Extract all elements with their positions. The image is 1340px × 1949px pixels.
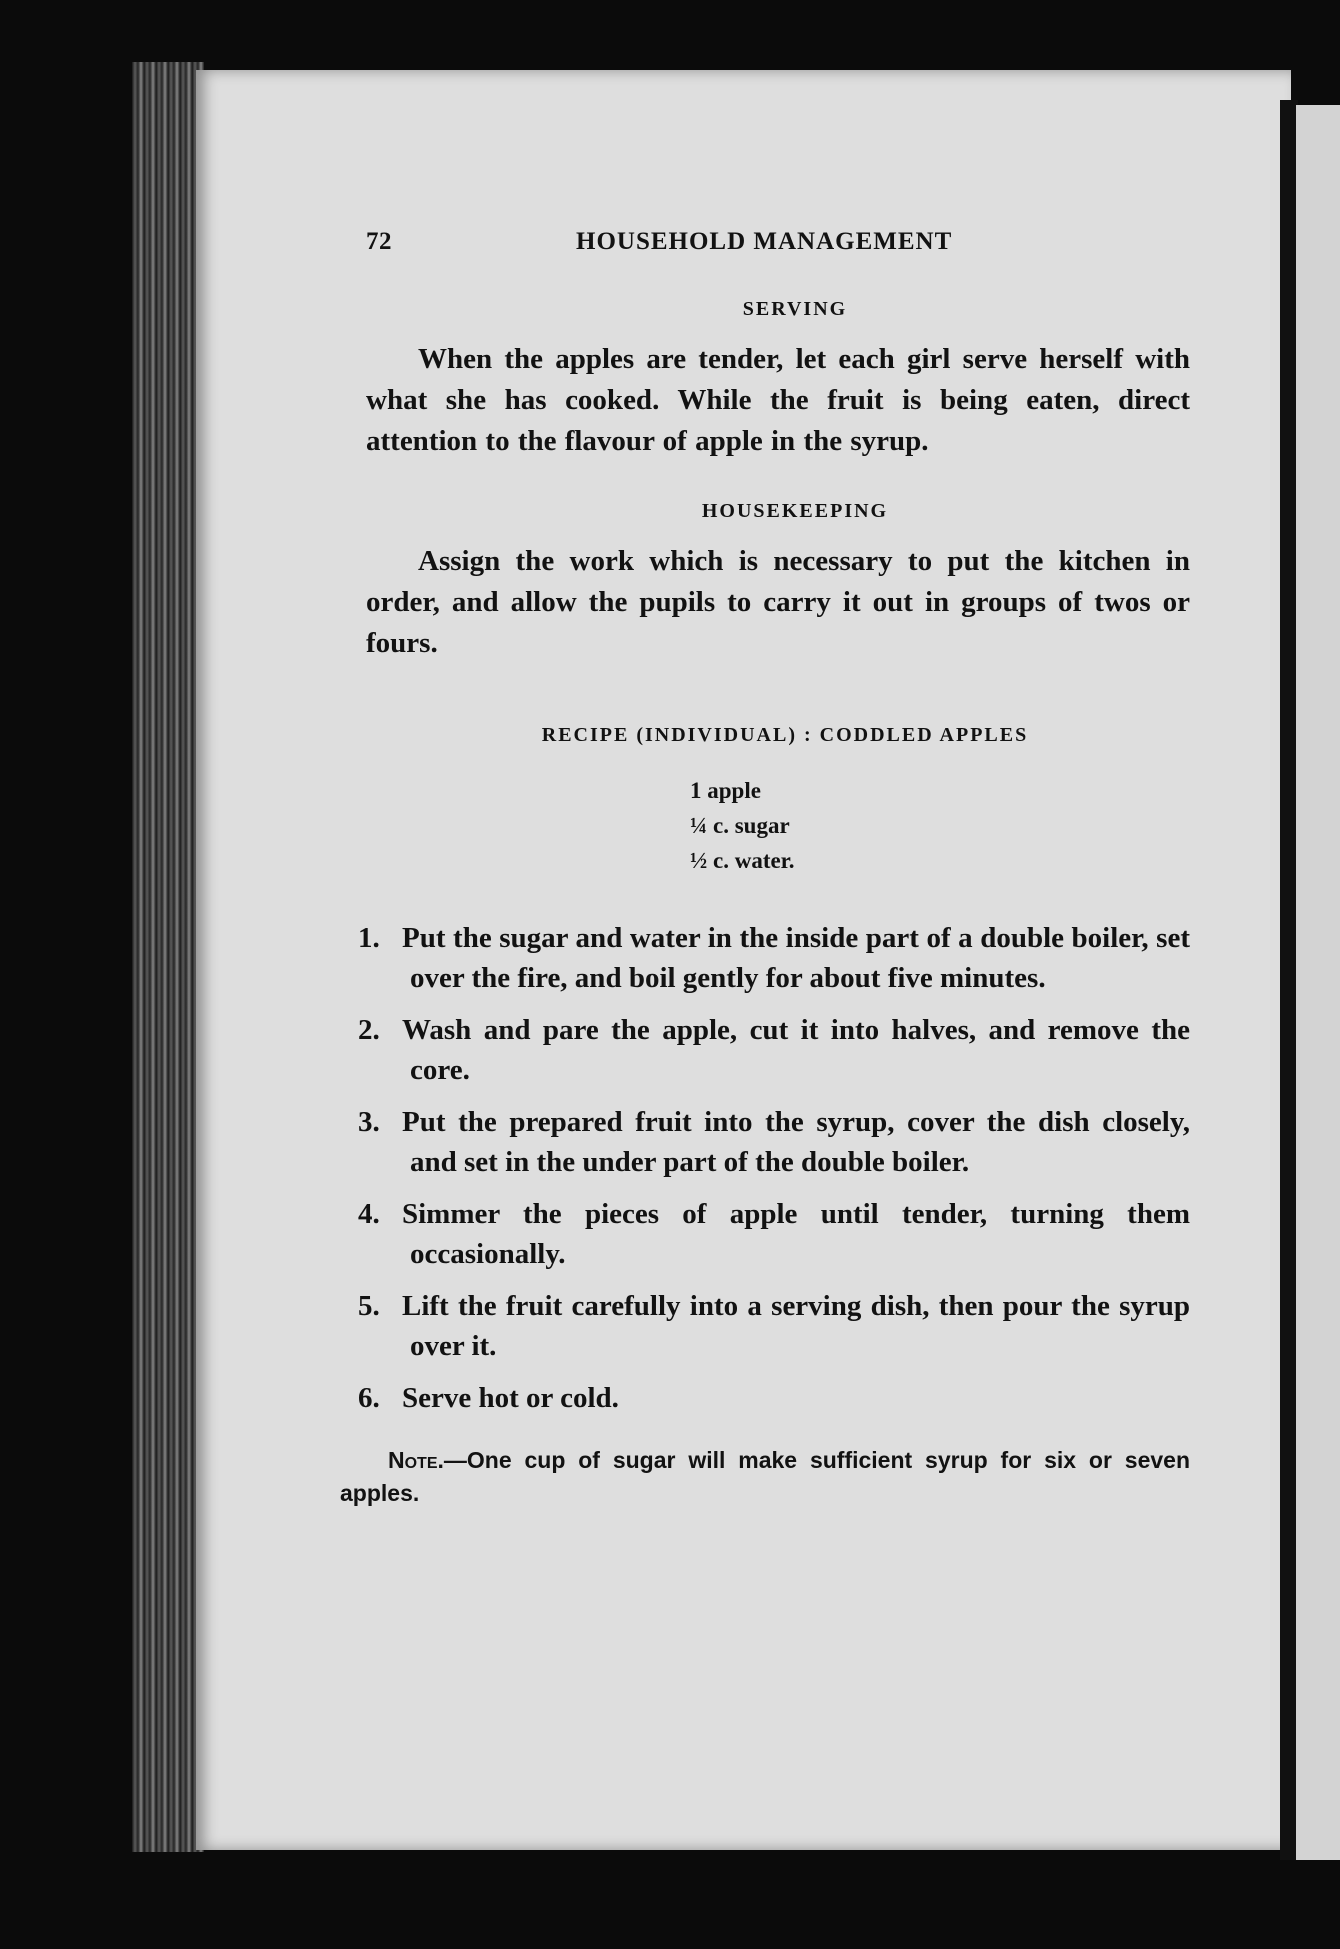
step-text: Put the prepared fruit into the syrup, cover the dish closely, and set in the under part of the double boiler.	[402, 1106, 1190, 1178]
note-text: —One cup of sugar will make sufficient syrup for six or seven apples.	[340, 1447, 1190, 1506]
step-number: 1.	[358, 922, 380, 954]
step-number: 3.	[358, 1106, 380, 1138]
page-stack-edge	[132, 62, 204, 1852]
step-text: Simmer the pieces of apple until tender, turning them occasionally.	[402, 1198, 1190, 1270]
recipe-steps	[350, 918, 1190, 1418]
note-label: Note.	[388, 1447, 444, 1473]
ingredient-list	[690, 773, 1190, 878]
recipe-step	[350, 1378, 1190, 1418]
recipe-title: RECIPE (INDIVIDUAL) : CODDLED APPLES	[541, 724, 1029, 746]
facing-page-edge	[1296, 105, 1340, 1860]
recipe-step	[350, 1010, 1190, 1090]
step-text: Lift the fruit carefully into a serving dish, then pour the syrup over it.	[402, 1290, 1190, 1362]
section-heading-serving: SERVING	[742, 298, 848, 320]
step-number: 6.	[358, 1382, 380, 1414]
recipe-step	[350, 1102, 1190, 1182]
recipe-step	[350, 918, 1190, 998]
page-title: HOUSEHOLD MANAGEMENT	[576, 228, 953, 255]
recipe-note	[340, 1444, 1190, 1510]
page-content	[340, 228, 1190, 1510]
housekeeping-paragraph: Assign the work which is necessary to put the kitchen in order, and allow the pupils to carry it out in groups of twos or fours.	[366, 545, 1190, 659]
ingredient-item: ¼ c. sugar	[690, 813, 790, 838]
ingredient-item: 1 apple	[690, 778, 761, 803]
section-heading-housekeeping: HOUSEKEEPING	[701, 500, 889, 522]
step-number: 5.	[358, 1290, 380, 1322]
serving-paragraph: When the apples are tender, let each girl serve herself with what she has cooked. While the fruit is being eaten, direct attention to the flavour of apple in the syrup.	[366, 343, 1190, 457]
recipe-step	[350, 1194, 1190, 1274]
recipe-step	[350, 1286, 1190, 1366]
step-text: Put the sugar and water in the inside part of a double boiler, set over the fire, and boil gently for about five minutes.	[402, 922, 1190, 994]
step-number: 4.	[358, 1198, 380, 1230]
step-number: 2.	[358, 1014, 380, 1046]
page-number: 72	[366, 228, 392, 255]
ingredient-item: ½ c. water.	[690, 848, 795, 873]
step-text: Wash and pare the apple, cut it into halves, and remove the core.	[402, 1014, 1190, 1086]
running-head	[360, 228, 1190, 268]
step-text: Serve hot or cold.	[402, 1382, 619, 1414]
